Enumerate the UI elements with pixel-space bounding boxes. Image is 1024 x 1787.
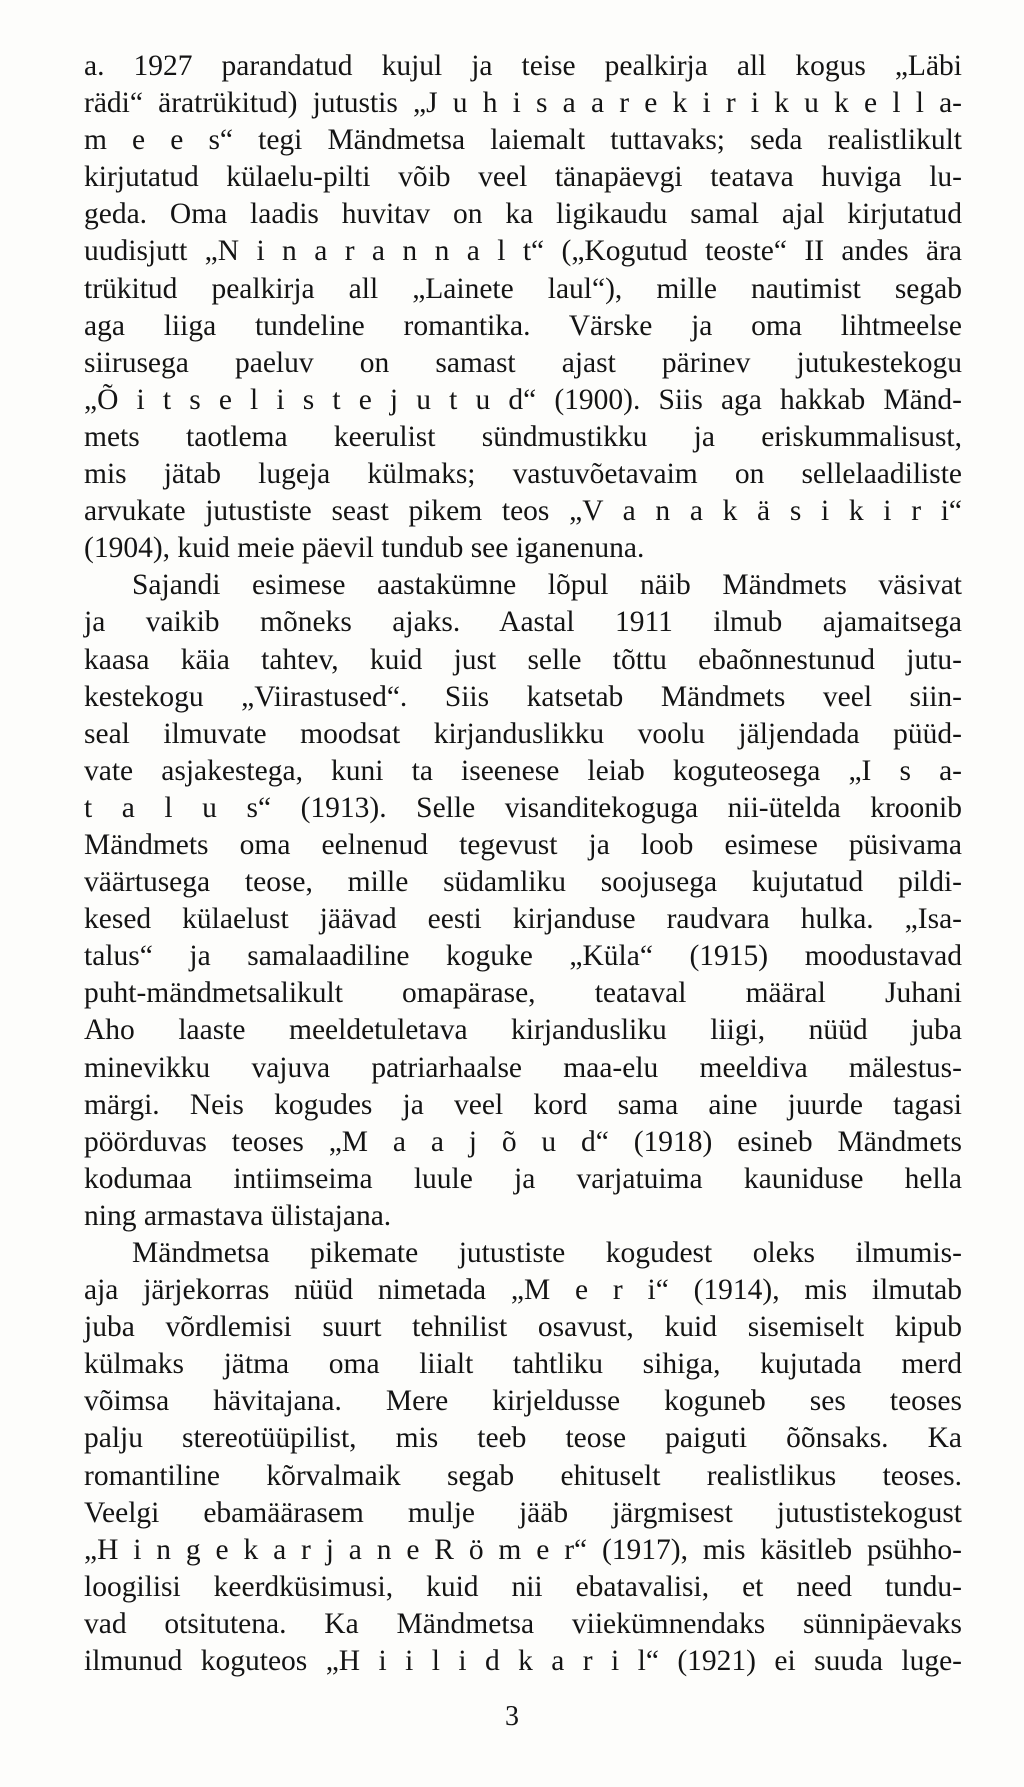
text-line: palju stereotüüpilist, mis teeb teose paiguti õõnsaks. Ka: [84, 1422, 962, 1455]
text-line: trükitud pealkirja all „Lainete laul“), mille nautimist segab: [84, 272, 962, 305]
paragraph-first-line: Mändmetsa pikemate jutustiste kogudest oleks ilmumis-: [132, 1237, 962, 1269]
text-line: t a l u s“ (1913). Selle visanditekoguga nii-ütelda kroonib: [84, 791, 962, 824]
text-line: aga liiga tundeline romantika. Värske ja oma lihtmeelse: [84, 309, 962, 342]
text-line: Aho laaste meeldetuletava kirjandusliku liigi, nüüd juba: [84, 1014, 962, 1047]
text-line: mets taotlema keerulist sündmustikku ja eriskummalisust,: [84, 420, 962, 453]
text-line: väärtusega teose, mille südamliku soojusega kujutatud pildi-: [84, 866, 962, 899]
text-line: Veelgi ebamäärasem mulje jääb järgmisest jutustistekogust: [84, 1496, 962, 1529]
text-line: pöörduvas teoses „M a a j õ u d“ (1918) esineb Mändmets: [84, 1125, 962, 1158]
text-line: mis jätab lugeja külmaks; vastuvõetavaim on sellelaadiliste: [84, 458, 962, 491]
text-line: seal ilmuvate moodsat kirjanduslikku voolu jäljendada püüd-: [84, 717, 962, 750]
text-line: „Õ i t s e l i s t e j u t u d“ (1900). Siis aga hakkab Mänd-: [84, 383, 962, 416]
text-line: juba võrdlemisi suurt tehnilist osavust, kuid sisemiselt kipub: [84, 1311, 962, 1344]
text-line: kaasa käia tahtev, kuid just selle tõttu ebaõnnestunud jutu-: [84, 643, 962, 676]
text-line: loogilisi keerdküsimusi, kuid nii ebatavalisi, et need tundu-: [84, 1570, 962, 1603]
text-line: talus“ ja samalaadiline koguke „Küla“ (1915) moodustavad: [84, 940, 962, 973]
text-line: võimsa hävitajana. Mere kirjeldusse koguneb ses teoses: [84, 1385, 962, 1418]
text-line: (1904), kuid meie päevil tundub see iganenuna.: [84, 532, 645, 565]
text-line: märgi. Neis kogudes ja veel kord sama aine juurde tagasi: [84, 1088, 962, 1121]
text-line: külmaks jätma oma liialt tahtliku sihiga, kujutada merd: [84, 1348, 962, 1381]
text-line: geda. Oma laadis huvitav on ka ligikaudu samal ajal kirjutatud: [84, 198, 962, 231]
text-line: vad otsitutena. Ka Mändmetsa viiekümnendaks sünnipäevaks: [84, 1607, 962, 1640]
text-line: kodumaa intiimseima luule ja varjatuima kauniduse hella: [84, 1162, 962, 1195]
body-text: [84, 48, 962, 1680]
text-line: minevikku vajuva patriarhaalse maa-elu meeldiva mälestus-: [84, 1051, 962, 1084]
text-line: kirjutatud külaelu-pilti võib veel tänapäevgi teatava huviga lu-: [84, 161, 962, 194]
text-line: ning armastava ülistajana.: [84, 1199, 392, 1232]
text-line: siirusega paeluv on samast ajast pärinev jutukestekogu: [84, 346, 962, 379]
text-line: Mändmets oma eelnenud tegevust ja loob esimese püsivama: [84, 828, 962, 861]
text-line: vate asjakestega, kuni ta iseenese leiab koguteosega „I s a-: [84, 754, 962, 787]
text-line: „H i n g e k a r j a n e R ö m e r“ (1917), mis käsitleb psühho-: [84, 1533, 962, 1566]
text-line: romantiline kõrvalmaik segab ehituselt realistlikus teoses.: [84, 1459, 962, 1492]
text-line: uudisjutt „N i n a r a n n a l t“ („Kogutud teoste“ II andes ära: [84, 235, 962, 268]
text-line: aja järjekorras nüüd nimetada „M e r i“ (1914), mis ilmutab: [84, 1274, 962, 1307]
text-line: ja vaikib mõneks ajaks. Aastal 1911 ilmub ajamaitsega: [84, 606, 962, 639]
text-line: m e e s“ tegi Mändmetsa laiemalt tuttavaks; seda realistlikult: [84, 124, 962, 157]
text-line: ilmunud koguteos „H i i l i d k a r i l“ (1921) ei suuda luge-: [84, 1645, 962, 1678]
text-line: a. 1927 parandatud kujul ja teise pealkirja all kogus „Läbi: [84, 50, 962, 82]
page-number: 3: [505, 1701, 519, 1732]
text-line: rädi“ äratrükitud) jutustis „J u h i s a a r e k i r i k u k e l l a-: [84, 87, 962, 120]
text-line: puht-mändmetsalikult omapärase, teataval määral Juhani: [84, 977, 962, 1010]
text-line: kestekogu „Viirastused“. Siis katsetab Mändmets veel siin-: [84, 680, 962, 713]
paragraph-first-line: Sajandi esimese aastakümne lõpul näib Mändmets väsivat: [132, 569, 962, 602]
text-line: kesed külaelust jäävad eesti kirjanduse raudvara hulka. „Isa-: [84, 903, 962, 936]
text-line: arvukate jutustiste seast pikem teos „V a n a k ä s i k i r i“: [84, 495, 962, 528]
